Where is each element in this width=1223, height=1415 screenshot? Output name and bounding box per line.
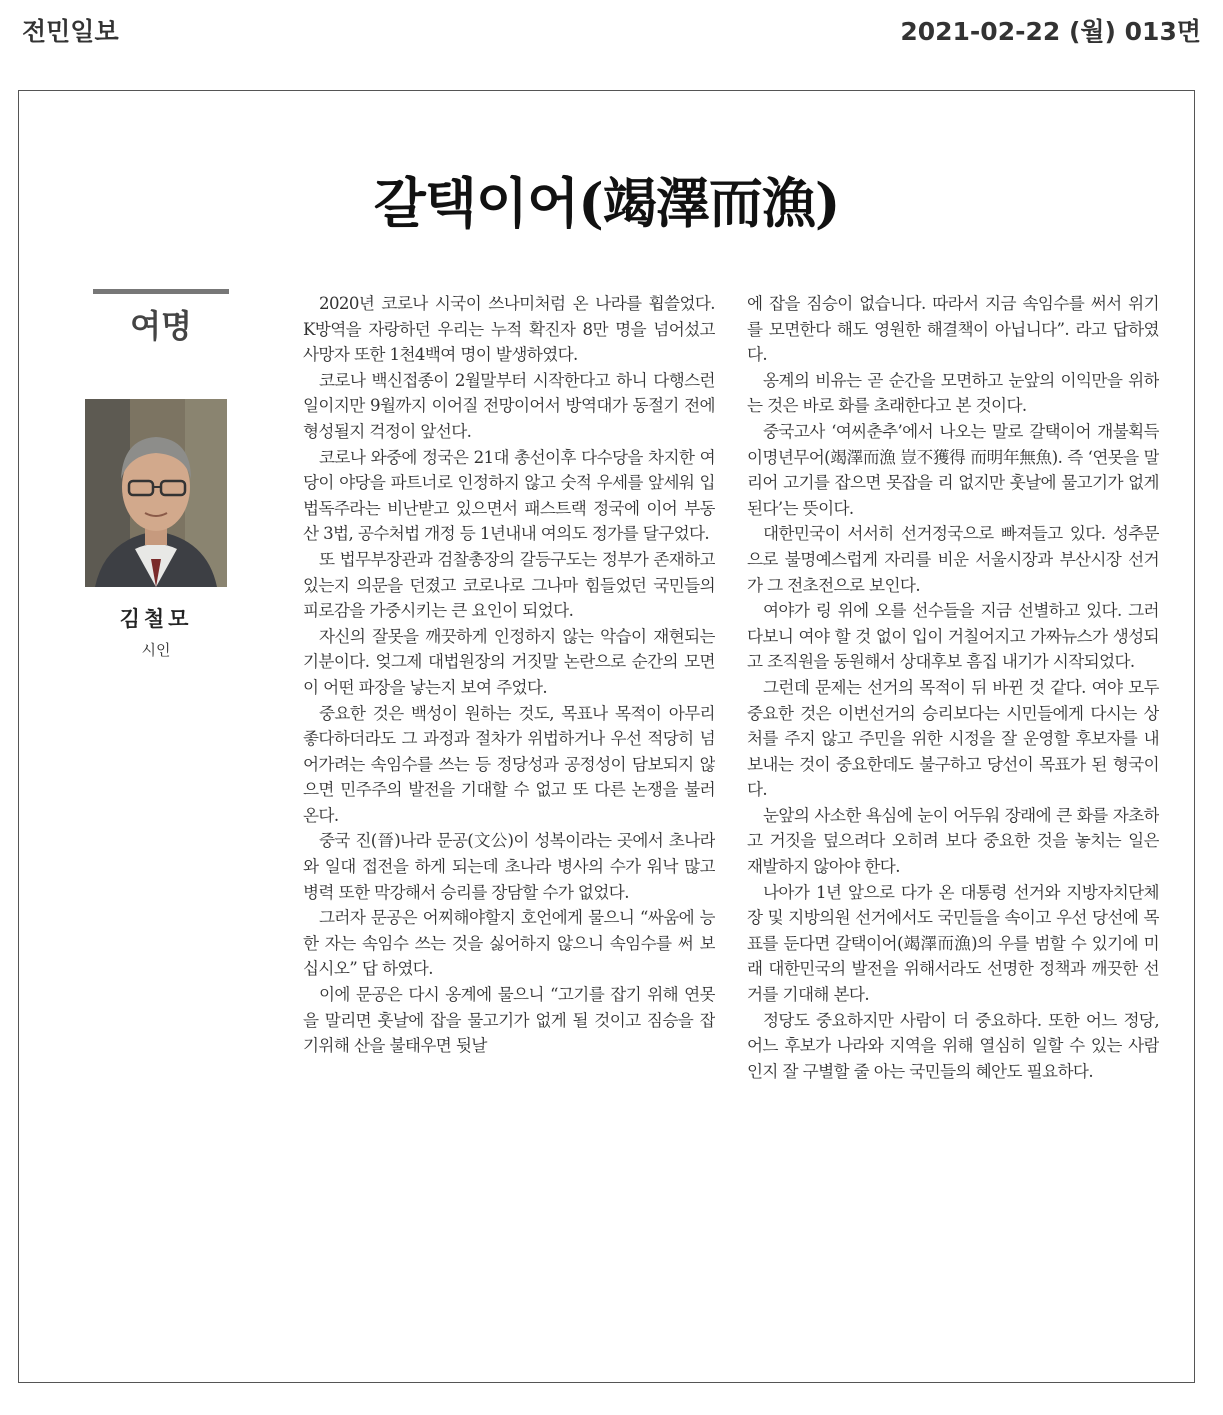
author-role: 시인 [141, 641, 171, 659]
article-paragraph: 옹계의 비유는 곧 순간을 모면하고 눈앞의 이익만을 위하는 것은 바로 화를 초래한다고 본 것이다. [747, 370, 1159, 416]
article-frame [18, 90, 1195, 1383]
article-paragraph: 중국고사 ‘여씨춘추’에서 나오는 말로 갈택이어 개불획득 이명년무어(竭澤而漁 豈不獲得 而明年無魚). 즉 ‘연못을 말리어 고기를 잡으면 못잡을 리 없지만 훗날에 물고기가 없게 된다’는 뜻이다. [747, 421, 1159, 518]
article-paragraph: 눈앞의 사소한 욕심에 눈이 어두워 장래에 큰 화를 자초하고 거짓을 덮으려다 오히려 보다 중요한 것을 놓치는 일은 재발하지 않아야 한다. [747, 805, 1159, 877]
article-paragraph: 코로나 와중에 정국은 21대 총선이후 다수당을 차지한 여당이 야당을 파트너로 인정하지 않고 숫적 우세를 앞세워 입법독주라는 비난받고 있으면서 패스트랙 정국에 이어 부동산 3법, 공수처법 개정 등 1년내내 여의도 정가를 달구었다. [303, 447, 715, 544]
article-paragraph: 이에 문공은 다시 옹계에 물으니 “고기를 잡기 위해 연못을 말리면 훗날에 잡을 물고기가 없게 될 것이고 짐승을 잡기위해 산을 불태우면 뒷날 [303, 985, 715, 1056]
column-label-rule [93, 289, 229, 294]
article-paragraph: 2020년 코로나 시국이 쓰나미처럼 온 나라를 휩쓸었다. K방역을 자랑하던 우리는 누적 확진자 8만 명을 넘어섰고 사망자 또한 1천4백여 명이 발생하였다. [303, 294, 715, 365]
article-paragraph: 또 법무부장관과 검찰총장의 갈등구도는 정부가 존재하고 있는지 의문을 던졌고 코로나로 그나마 힘들었던 국민들의 피로감을 가중시키는 큰 요인이 되었다. [303, 549, 715, 621]
author-name: 김철모 [119, 607, 193, 631]
issue-date: 2021-02-22 (월) 013면 [900, 17, 1201, 46]
article-paragraph: 대한민국이 서서히 선거정국으로 빠져들고 있다. 성추문으로 불명예스럽게 자리를 비운 서울시장과 부산시장 선거가 그 전초전으로 보인다. [747, 524, 1159, 595]
article-paragraph: 정당도 중요하지만 사람이 더 중요하다. 또한 어느 정당, 어느 후보가 나라와 지역을 위해 열심히 일할 수 있는 사람인지 잘 구별할 줄 아는 국민들의 혜안도 필요하다. [747, 1010, 1159, 1081]
article-paragraph: 중요한 것은 백성이 원하는 것도, 목표나 목적이 아무리 좋다하더라도 그 과정과 절차가 위법하거나 우선 적당히 넘어가려는 속임수를 쓰는 등 정당성과 공정성이 담보되지 않으면 민주주의 발전을 기대할 수 없고 또 다른 논쟁을 불러온다. [303, 703, 715, 825]
masthead [22, 12, 1201, 52]
article-paragraph: 자신의 잘못을 깨끗하게 인정하지 않는 악습이 재현되는 기분이다. 엊그제 대법원장의 거짓말 논란으로 순간의 모면이 어떤 파장을 낳는지 보여 주었다. [303, 626, 715, 697]
article-paragraph: 그러자 문공은 어찌해야할지 호언에게 물으니 “싸움에 능한 자는 속임수 쓰는 것을 싫어하지 않으니 속임수를 써 보십시오” 답 하였다. [303, 908, 715, 979]
article-headline: 갈택이어(竭澤而漁) [373, 171, 840, 235]
article-column-1 [303, 291, 715, 1351]
article-paragraph: 그런데 문제는 선거의 목적이 뒤 바뀐 것 같다. 여야 모두 중요한 것은 이번선거의 승리보다는 시민들에게 다시는 상처를 주지 않고 주민을 위한 시정을 잘 운영할 후보자를 내보내는 것이 중요한데도 불구하고 당선이 목표가 된 형국이다. [747, 677, 1159, 800]
article-paragraph: 에 잡을 짐승이 없습니다. 따라서 지금 속임수를 써서 위기를 모면한다 해도 영원한 해결책이 아닙니다”. 라고 답하였다. [747, 294, 1159, 365]
newspaper-name: 전민일보 [22, 17, 119, 46]
author-photo [85, 399, 227, 587]
article-paragraph: 나아가 1년 앞으로 다가 온 대통령 선거와 지방자치단체장 및 지방의원 선거에서도 국민들을 속이고 우선 당선에 목표를 둔다면 갈택이어(竭澤而漁)의 우를 범할 수 있기에 미래 대한민국의 발전을 위해서라도 선명한 정책과 깨끗한 선거를 기대해 본다. [747, 882, 1159, 1005]
article-column-2 [747, 291, 1159, 1351]
article-paragraph: 코로나 백신접종이 2월말부터 시작한다고 하니 다행스런 일이지만 9월까지 이어질 전망이어서 방역대가 동절기 전에 형성될지 걱정이 앞선다. [303, 370, 715, 441]
column-label: 여명 [130, 307, 192, 345]
article-paragraph: 여야가 링 위에 오를 선수들을 지금 선별하고 있다. 그러다보니 여야 할 것 없이 입이 거칠어지고 가짜뉴스가 생성되고 조직원을 동원해서 상대후보 흠집 내기가 시작되었다. [747, 601, 1159, 672]
article-body [303, 291, 1159, 1351]
article-paragraph: 중국 진(晉)나라 문공(文公)이 성복이라는 곳에서 초나라와 일대 접전을 하게 되는데 초나라 병사의 수가 워낙 많고 병력 또한 막강해서 승리를 장담할 수가 없었다. [303, 831, 715, 902]
author-portrait-illustration [85, 399, 227, 587]
